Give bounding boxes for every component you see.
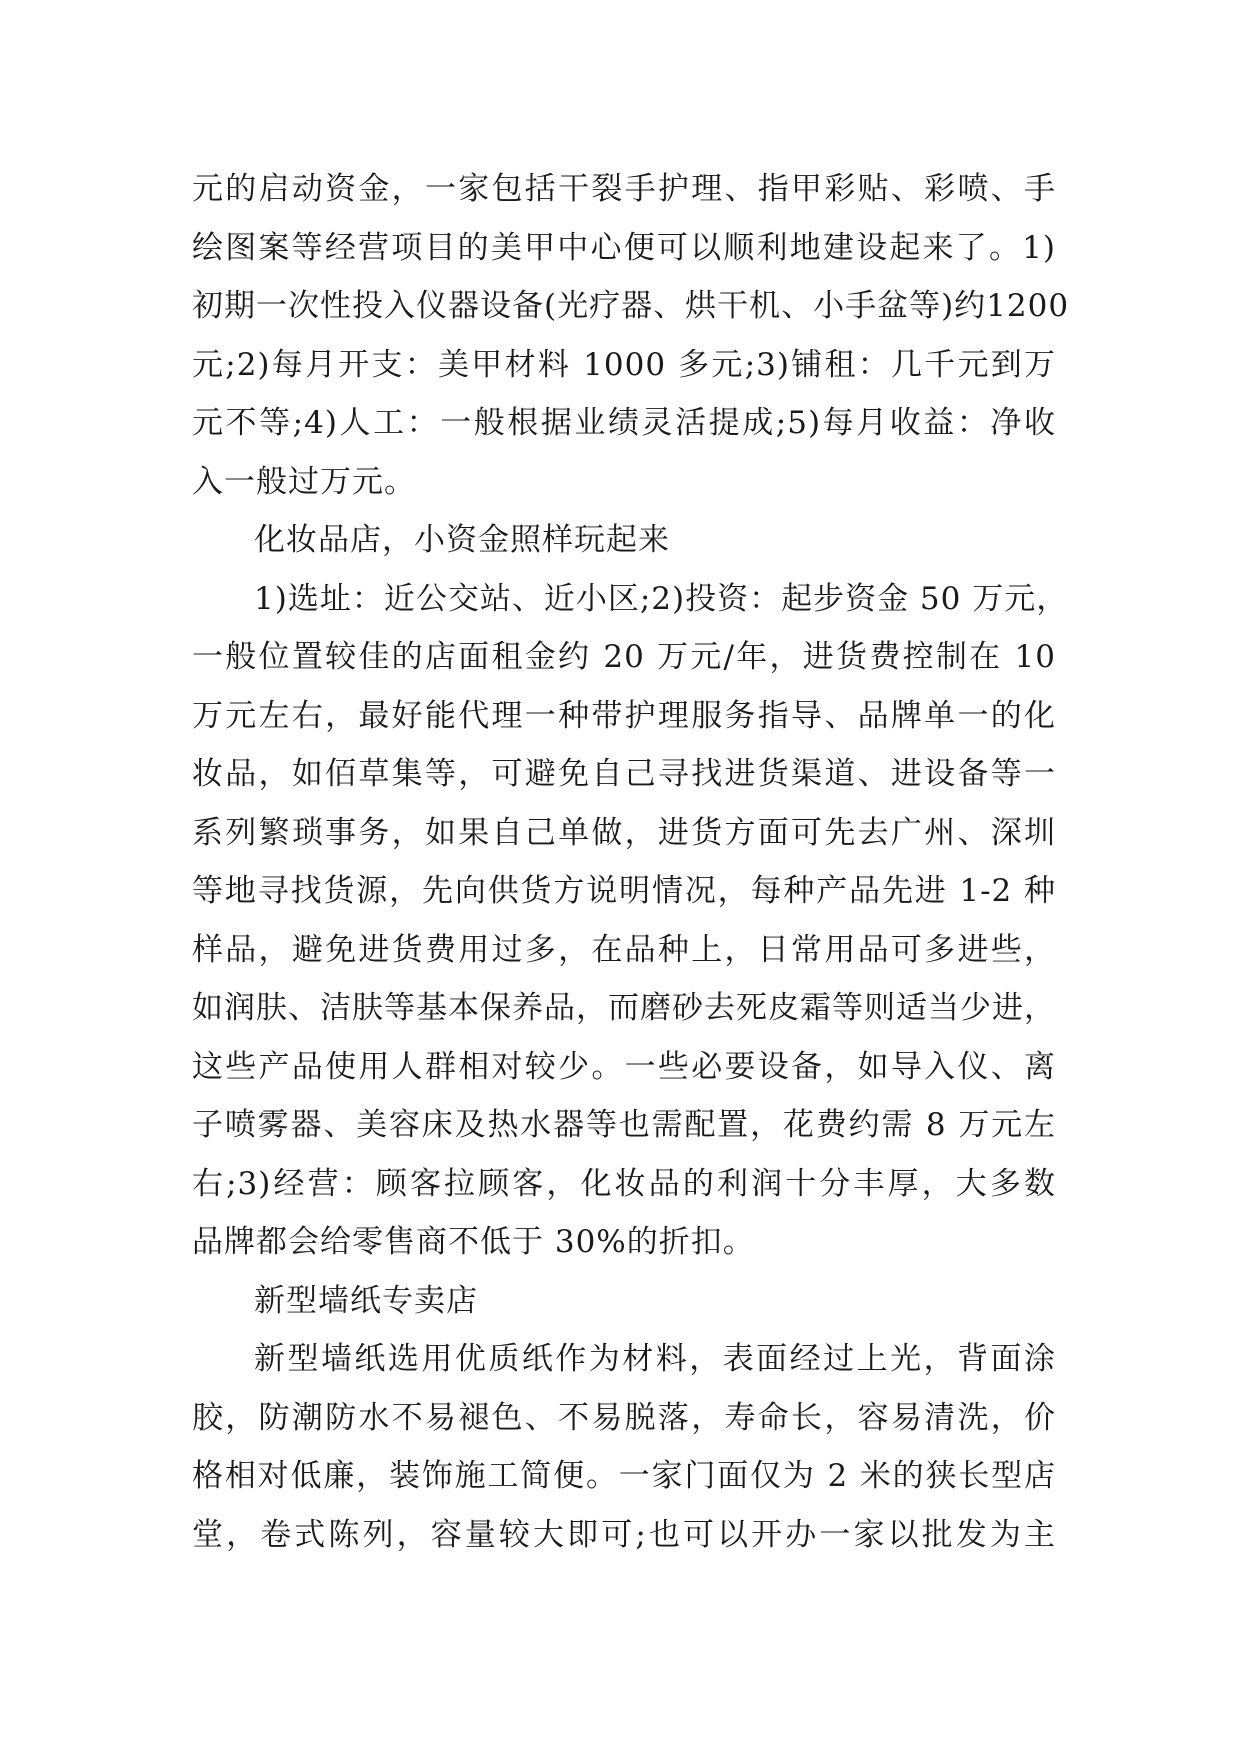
text-line: 等地寻找货源，先向供货方说明情况，每种产品先进 1-2 种: [192, 873, 1056, 909]
text-line: 一般位置较佳的店面租金约 20 万元/年，进货费控制在 10: [192, 639, 1056, 675]
paragraph-intro: [192, 160, 1070, 511]
text-line: 初期一次性投入仪器设备(光疗器、烘干机、小手盆等)约1200: [192, 288, 1070, 324]
section-heading-cosmetics: 化妆品店，小资金照样玩起来: [254, 522, 670, 558]
document-body: [192, 160, 1070, 1564]
text-line: 绘图案等经营项目的美甲中心便可以顺利地建设起来了。1): [192, 229, 1056, 266]
text-line: 系列繁琐事务，如果自己单做，进货方面可先去广州、深圳: [192, 814, 1056, 851]
text-line: 妆品，如佰草集等，可避免自己寻找进货渠道、进设备等一: [192, 756, 1056, 792]
text-line: 1)选址：近公交站、近小区;2)投资：起步资金 50 万元，: [254, 580, 1069, 617]
text-line: 元不等;4)人工：一般根据业绩灵活提成;5)每月收益：净收: [192, 405, 1056, 441]
text-line: 胶，防潮防水不易褪色、不易脱落，寿命长，容易清洗，价: [192, 1399, 1056, 1436]
paragraph-cosmetics: [192, 570, 1069, 1272]
section-heading-wallpaper: 新型墙纸专卖店: [254, 1282, 478, 1319]
paragraph-wallpaper: [192, 1330, 1056, 1564]
text-line: 元;2)每月开支：美甲材料 1000 多元;3)铺租：几千元到万: [192, 346, 1056, 383]
text-line: 万元左右，最好能代理一种带护理服务指导、品牌单一的化: [192, 697, 1056, 734]
text-line: 格相对低廉，装饰施工简便。一家门面仅为 2 米的狭长型店: [192, 1458, 1056, 1494]
text-line: 品牌都会给零售商不低于 30%的折扣。: [192, 1224, 755, 1260]
text-line: 样品，避免进货费用过多，在品种上，日常用品可多进些，: [192, 931, 1056, 968]
text-line: 子喷雾器、美容床及热水器等也需配置，花费约需 8 万元左: [192, 1107, 1056, 1143]
text-line: 元的启动资金，一家包括干裂手护理、指甲彩贴、彩喷、手: [192, 171, 1056, 207]
text-line: 入一般过万元。: [192, 463, 416, 500]
text-line: 如润肤、洁肤等基本保养品，而磨砂去死皮霜等则适当少进，: [192, 990, 1056, 1026]
text-line: 新型墙纸选用优质纸作为材料，表面经过上光，背面涂: [254, 1341, 1056, 1377]
text-line: 这些产品使用人群相对较少。一些必要设备，如导入仪、离: [192, 1048, 1056, 1085]
text-line: 堂，卷式陈列，容量较大即可;也可以开办一家以批发为主: [192, 1516, 1056, 1553]
text-line: 右;3)经营：顾客拉顾客，化妆品的利润十分丰厚，大多数: [192, 1165, 1056, 1202]
